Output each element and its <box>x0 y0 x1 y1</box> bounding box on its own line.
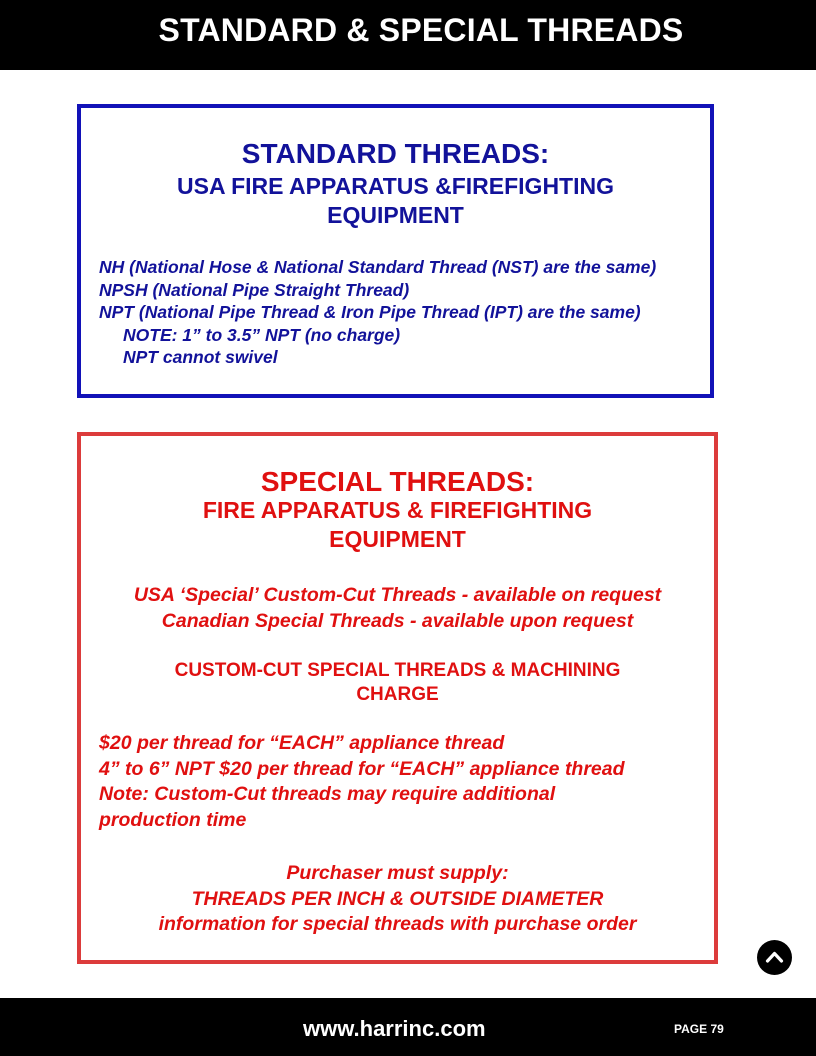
list-item: production time <box>99 808 247 831</box>
page-footer <box>0 998 816 1056</box>
special-threads-subheading: FIRE APPARATUS & FIREFIGHTING EQUIPMENT <box>202 497 593 552</box>
list-item: $20 per thread for “EACH” appliance thread <box>99 732 505 754</box>
page-number: PAGE 79 <box>674 1022 724 1036</box>
machining-charge-heading: CUSTOM-CUT SPECIAL THREADS & MACHINING CHARGE <box>174 660 621 705</box>
chevron-up-icon <box>765 948 784 967</box>
list-item: USA ‘Special’ Custom-Cut Threads - available on request <box>133 584 662 606</box>
list-item: NPT cannot swivel <box>123 347 278 367</box>
pricing-list <box>99 731 625 833</box>
list-item: NPSH (National Pipe Straight Thread) <box>99 279 410 300</box>
page-header <box>0 0 816 70</box>
website-link[interactable]: www.harrinc.com <box>303 1016 486 1041</box>
special-threads-box <box>77 432 718 964</box>
list-item: NH (National Hose & National Standard Thread (NST) are the same) <box>99 257 657 277</box>
standard-threads-box <box>77 104 714 398</box>
purchaser-supply-note: Purchaser must supply: THREADS PER INCH & OUTSIDE DIAMETER information for special threads with purchase order <box>158 862 637 935</box>
special-threads-heading: SPECIAL THREADS: <box>260 466 535 497</box>
list-item: NPT (National Pipe Thread & Iron Pipe Thread (IPT) are the same) <box>99 302 641 322</box>
list-item: Note: Custom-Cut threads may require additional <box>99 783 556 805</box>
standard-threads-heading: STANDARD THREADS: <box>241 138 550 169</box>
list-item: Canadian Special Threads - available upon request <box>161 610 634 632</box>
standard-threads-list <box>99 256 656 369</box>
list-item: NOTE: 1” to 3.5” NPT (no charge) <box>123 324 401 345</box>
scroll-to-top-button[interactable] <box>757 940 792 975</box>
page-title: STANDARD & SPECIAL THREADS <box>158 12 684 48</box>
list-item: 4” to 6” NPT $20 per thread for “EACH” appliance thread <box>99 757 625 780</box>
special-threads-availability <box>81 582 714 634</box>
standard-threads-subheading: USA FIRE APPARATUS &FIREFIGHTING EQUIPMENT <box>177 173 614 228</box>
